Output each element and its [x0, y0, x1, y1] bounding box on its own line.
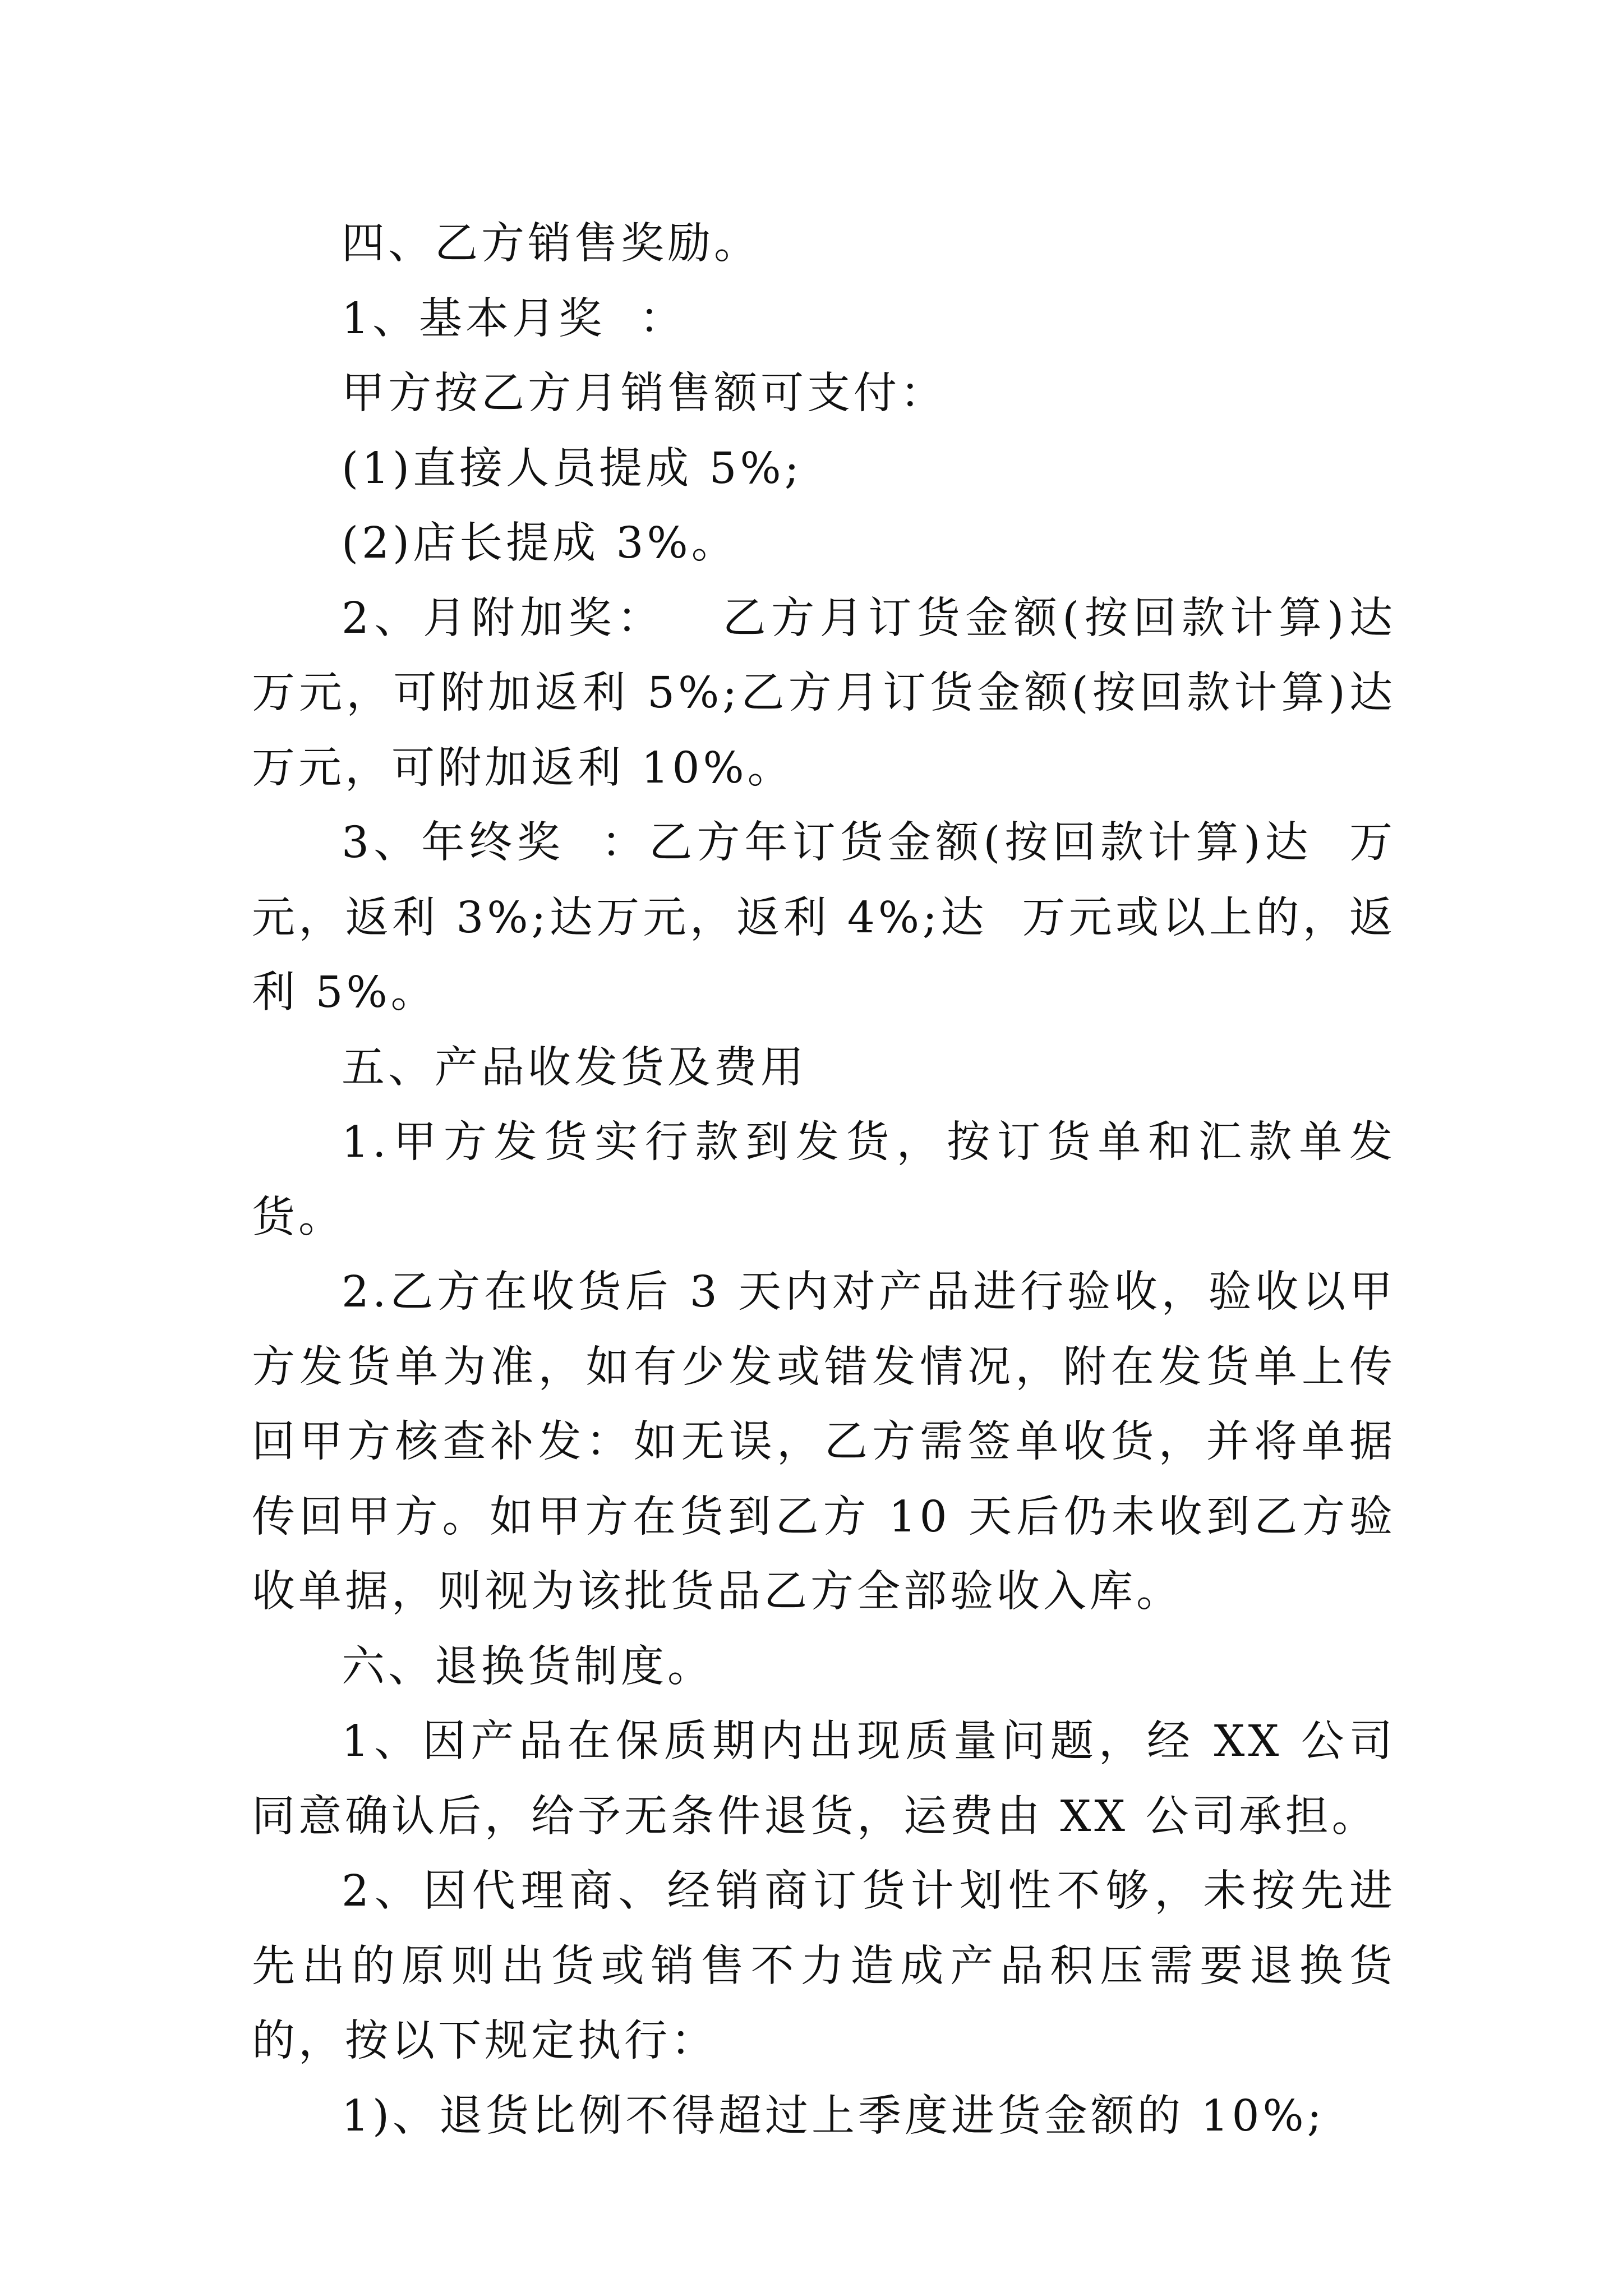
paragraph-monthly-additional-reward: 2、月附加奖： 乙方月订货金额(按回款计算)达 万元，可附加返利 5%;乙方月订货金额(按回款计算)达 万元，可附加返利 10%。	[252, 593, 1430, 793]
document-body	[252, 206, 1430, 2154]
section-heading-shipping-costs: 五、产品收发货及费用	[342, 1042, 807, 1093]
section-heading-return-policy: 六、退换货制度。	[342, 1641, 714, 1692]
section-heading-sales-reward: 四、乙方销售奖励。	[342, 219, 760, 269]
paragraph-goods-inspection: 2.乙方在收货后 3 天内对产品进行验收，验收以甲方发货单为准，如有少发或错发情况，附在发货单上传回甲方核查补发：如无误，乙方需签单收货，并将单据传回甲方。如甲方在货到乙方 10 天后仍未收到乙方验收单据，则视为该批货品乙方全部验收入库。	[252, 1267, 1396, 1617]
paragraph-basic-monthly-reward: 1、基本月奖 ：	[342, 293, 686, 344]
paragraph-store-manager-commission: (2)店长提成 3%。	[342, 518, 738, 568]
paragraph-shipping-payment: 1.甲方发货实行款到发货，按订货单和汇款单发货。	[252, 1117, 1396, 1243]
paragraph-overstock-returns: 2、因代理商、经销商订货计划性不够，未按先进先出的原则出货或销售不力造成产品积压需要退换货的，按以下规定执行：	[252, 1866, 1396, 2066]
paragraph-year-end-reward: 3、年终奖 ：乙方年订货金额(按回款计算)达 万元，返利 3%;达万元，返利 4%;达 万元或以上的，返利 5%。	[252, 818, 1396, 1018]
paragraph-quality-returns: 1、因产品在保质期内出现质量问题，经 XX 公司同意确认后，给予无条件退货，运费由 XX 公司承担。	[252, 1717, 1396, 1842]
paragraph-direct-staff-commission: (1)直接人员提成 5%;	[342, 443, 803, 494]
paragraph-payment-basis: 甲方按乙方月销售额可支付：	[342, 369, 947, 418]
paragraph-return-ratio-limit: 1)、退货比例不得超过上季度进货金额的 10%;	[342, 2091, 1325, 2141]
